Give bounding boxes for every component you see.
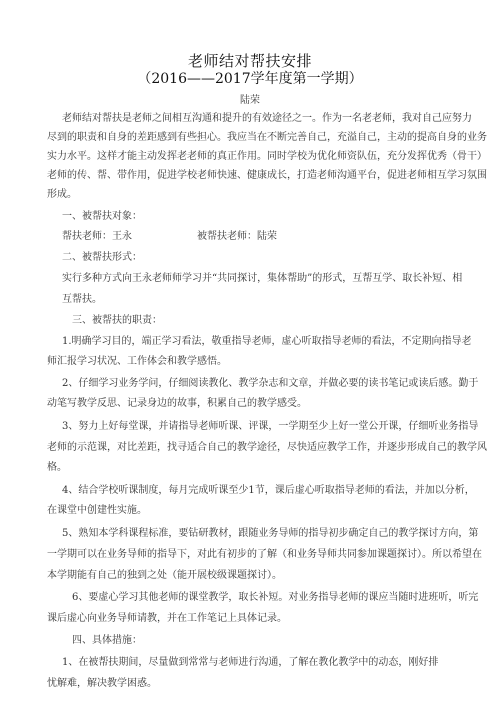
intro-line-4: 老师的传、帮、带作用，促进学校老师快速、健康成长，打造老师沟通平台，促进老师相互学习氛围	[47, 170, 487, 181]
duty-2-line-2: 动笔写教学反思、记录身边的故事，积累自己的教学感受。	[47, 398, 307, 409]
duty-3-line-1: 3、努力上好每堂课，并请指导老师听课、评课，一学期至少上好一堂公开课，仔细听业务指导	[62, 421, 479, 432]
duty-2-line-1: 2、仔细学习业务学问，仔细阅读教化、教学杂志和文章，并做必要的读书笔记或读后感。勤于	[62, 378, 479, 389]
section-heading-3: 三、被帮扶的职责：	[72, 315, 162, 326]
intro-line-1: 老师结对帮扶是老师之间相互沟通和提升的有效途径之一。作为一名老老师，我对自己应努力	[62, 113, 472, 124]
duty-5-line-1: 5、熟知本学科课程标准，要钻研教材，跟随业务导师的指导初步确定自己的教学探讨方向，第	[62, 528, 479, 539]
duty-6-line-1: 6、要虚心学习其他老师的课堂教学，取长补短。对业务指导老师的课应当随时进班听，听完	[72, 592, 479, 603]
intro-line-2: 尽到的职责和自身的差距感到有些担心。我应当在不断完善自己，充溢自己，主动的提高自身的业务	[47, 132, 487, 143]
mentor-label: 帮扶老师：王永	[62, 231, 132, 242]
duty-3-line-3: 格。	[47, 462, 67, 473]
duty-5-line-3: 本学期能有自己的独到之处（能开展校级课题探讨）。	[47, 570, 282, 581]
document-title: 老师结对帮扶安排	[187, 52, 312, 70]
duty-5-line-2: 一学期可以在业务导师的指导下，对此有初步的了解（和业务导师共同参加课题探讨）。所以希望在	[47, 549, 482, 560]
duty-4-line-1: 4、结合学校听课制度，每月完成听课至少1节，课后虚心听取指导老师的看法，并加以分析，	[62, 485, 475, 496]
duty-4-line-2: 在课堂中创建性实施。	[47, 505, 147, 516]
form-line-1: 实行多种方式向王永老师师学习并“共同探讨，集体帮助”的形式，互帮互学、取长补短、相	[62, 273, 463, 284]
duty-1-line-1: 1.明确学习目的，端正学习看法，敬重指导老师，虚心听取指导老师的看法，不定期向指导老	[62, 336, 472, 347]
document-subtitle: （2016——2017学年度第一学期）	[137, 71, 363, 87]
duty-6-line-2: 课后虚心向业务导师请教，并在工作笔记上具体记录。	[47, 613, 287, 624]
intro-line-3: 实力水平。这样才能主动发挥老老师的真正作用。同时学校为优化师资队伍，充分发挥优秀（骨干）	[47, 151, 487, 162]
section-heading-1: 一、被帮扶对象：	[62, 211, 142, 222]
form-line-2: 互帮扶。	[62, 294, 102, 305]
duty-3-line-2: 老师的示范课，对比差距，找寻适合自己的教学途径，尽快适应教学工作，并逐步形成自己的教学风	[47, 442, 487, 453]
intro-line-5: 形成。	[47, 189, 77, 200]
mentee-label: 被帮扶老师：陆荣	[197, 231, 277, 242]
section-heading-2: 二、被帮扶形式：	[62, 252, 142, 263]
measure-1-line-1: 1、在被帮扶期间，尽量做到常常与老师进行沟通，了解在教化教学中的动态，刚好排	[62, 657, 439, 668]
section-heading-4: 四、具体措施：	[72, 635, 142, 646]
document-author: 陆荣	[240, 95, 260, 106]
measure-1-line-2: 忧解难，解决教学困惑。	[47, 678, 157, 689]
duty-1-line-2: 师汇报学习状况、工作体会和教学感悟。	[47, 356, 227, 367]
